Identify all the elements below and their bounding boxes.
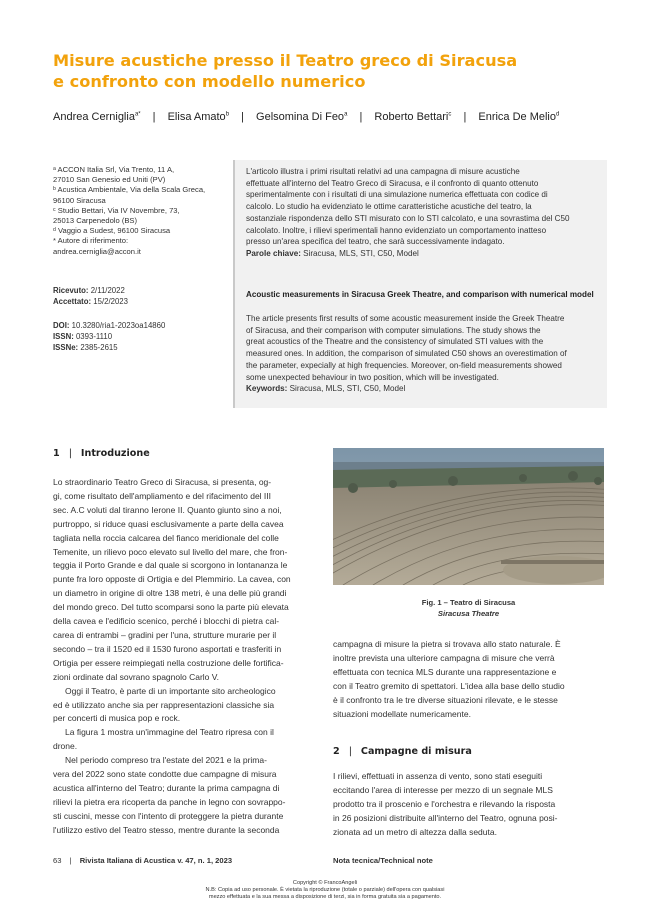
body-line: zioni ordinate dal sovrano spagnolo Carlo V. <box>53 671 220 682</box>
body-line: del mondo greco. Del tutto scomparsi sono la parte più elevata <box>53 602 289 613</box>
affiliation-line: ᶜ Studio Bettari, Via IV Novembre, 73, <box>53 205 180 215</box>
body-line: zionata ad un metro di altezza dalla seduta. <box>333 826 497 837</box>
body-line: campagna di misure la pietra si trovava allo stato naturale. È <box>333 639 561 649</box>
affiliation-line: ᵃ ACCON Italia Srl, Via Trento, 11 A, <box>53 165 175 174</box>
body-line: eccitando l'area di interesse per mezzo di un segnale MLS <box>333 784 553 795</box>
received-date: 2/11/2022 <box>90 286 125 295</box>
body-line: prodotto tra il proscenio e l'orchestra e rilevando la risposta <box>333 798 556 809</box>
issne-label: ISSNe: <box>53 343 79 352</box>
affiliation-line: * Autore di riferimento: <box>53 236 129 246</box>
author-name: Enrica De Melio <box>478 111 556 123</box>
page-footer-left <box>53 856 232 865</box>
abstract-line: L'articolo illustra i primi risultati relativi ad una campagna di misure acustiche <box>246 167 520 176</box>
section-heading-introduction <box>53 448 150 459</box>
body-line: situazioni modellate numericamente. <box>333 708 471 719</box>
accepted-date: 15/2/2023 <box>93 297 128 306</box>
author-name: Andrea Cerniglia <box>53 111 135 123</box>
body-line: l'utilizzo estivo del Teatro stesso, mentre durante la seconda <box>53 824 280 835</box>
body-line: purtroppo, si riduce quasi esclusivamente a parte della cavea <box>53 518 284 529</box>
title-line-2: e confronto con modello numerico <box>53 72 366 91</box>
body-line: sec. A.C voluti dal tiranno Ierone II. Quanto giunto sino a noi, <box>53 504 282 515</box>
body-line: gi, come risultato dell'ampliamento e del rifacimento del III <box>53 490 272 501</box>
body-line: vera del 2022 sono state condotte due campagne di misura <box>53 769 277 780</box>
affiliation-line: 27010 San Genesio ed Uniti (PV) <box>53 175 166 185</box>
theatre-photo-drawing <box>333 448 604 585</box>
figure-caption <box>333 598 604 619</box>
author-list <box>53 111 613 123</box>
affiliation-line: ᵈ Vaggio a Sudest, 96100 Siracusa <box>53 226 171 236</box>
abstract-line: the parameter, expecially at high frequencies. Moreover, on-field measurements showed <box>246 360 562 370</box>
body-line: Lo straordinario Teatro Greco di Siracusa, si presenta, og- <box>53 477 272 487</box>
abstract-line: sperimentalmente con i risultati di una simulazione numerica effettuata con codice di <box>246 190 548 200</box>
doi-value: 10.3280/ria1-2023oa14860 <box>71 321 166 330</box>
received-label: Ricevuto: <box>53 286 89 295</box>
keywords-label: Parole chiave: <box>246 248 301 258</box>
abstract-english-title: Acoustic measurements in Siracusa Greek Theatre, and comparison with numerical model <box>246 290 594 299</box>
article-identifiers <box>53 320 225 353</box>
author-affil-mark: a* <box>134 111 141 118</box>
affiliation-line: 96100 Siracusa <box>53 195 106 205</box>
author-separator: | <box>359 111 363 123</box>
body-line: in 26 posizioni distribuite all'interno del Teatro, ognuna posi- <box>333 812 558 823</box>
article-dates <box>53 285 225 307</box>
body-line: Ortigia per essere reimpiegati nella costruzione delle fortifica- <box>53 657 284 668</box>
author-separator: | <box>463 111 467 123</box>
abstract-line: effettuate all'interno del Teatro Greco di Siracusa, e il confronto di quanto ottenuto <box>246 178 539 188</box>
abstract-line: calcolato. Inoltre, i rilievi sperimentali hanno evidenziato un comportamento inatteso <box>246 225 547 235</box>
body-line: un diametro in origine di oltre 138 metri, è una delle più grandi <box>53 588 287 599</box>
abstract-english <box>246 313 596 395</box>
article-title <box>53 50 573 92</box>
footer-separator: | <box>69 856 72 865</box>
accepted-label: Accettato: <box>53 297 92 306</box>
abstract-italian <box>246 166 596 260</box>
body-line: della cavea e l'edificio scenico, perché i blocchi di pietra cal- <box>53 616 280 627</box>
keywords-italian <box>246 248 596 260</box>
body-line: rilievi la pietra era ricoperta da panche in legno con sovrappo- <box>53 796 286 807</box>
abstract-line: sostanziale rispondenza dello STI misurato con lo STI calcolato, e una sovrastima del C50 <box>246 213 570 223</box>
affiliation-line: andrea.cerniglia@accon.it <box>53 246 141 256</box>
body-line: carea di entrambi – gradini per l'una, strutture murarie per il <box>53 629 277 640</box>
abstract-line: some unexpected behaviour in two position, which will be investigated. <box>246 372 499 382</box>
issn-value: 0393-1110 <box>75 332 113 341</box>
body-line: con il Teatro gremito di spettatori. L'idea alla base dello studio <box>333 680 565 691</box>
author-separator: | <box>152 111 156 123</box>
body-line: tagliata nella roccia calcarea del fianco meridionale del colle <box>53 532 279 543</box>
title-line-1: Misure acustiche presso il Teatro greco di Siracusa <box>53 51 518 70</box>
section-number: 2 <box>333 746 340 757</box>
abstract-line: great acoustics of the Theatre and the consistency of simulated STI values with the <box>246 337 544 347</box>
section-number: 1 <box>53 448 60 459</box>
affiliation-line: 25013 Carpenedolo (BS) <box>53 216 138 226</box>
body-line: per concerti di musica pop e rock. <box>53 713 181 724</box>
section-separator: | <box>68 448 72 459</box>
copyright-line: N.B: Copia ad uso personale. È vietata la riproduzione (totale o parziale) dell'opera con qualsiasi <box>205 887 445 894</box>
section-title: Campagne di misura <box>360 746 472 757</box>
page-footer-section: Nota tecnica/Technical note <box>333 856 433 865</box>
issne-value: 2385-2615 <box>80 343 118 352</box>
section-heading-campagne <box>333 746 472 757</box>
body-line: punte fra loro opposte di Ortigia e del Plemmirio. La cavea, con <box>53 574 291 585</box>
body-line: Nel periodo compreso tra l'estate del 2021 e la prima- <box>65 755 267 766</box>
abstract-line: The article presents first results of some acoustic measurement inside the Greek Theatre <box>246 314 565 323</box>
body-line: è il confronto tra le tre diverse situazioni rilevate, e le stesse <box>333 694 558 705</box>
theatre-photo <box>333 448 604 585</box>
author-name: Elisa Amato <box>167 111 226 123</box>
author-affil-mark: b <box>225 111 230 118</box>
figure-caption-english: Siracusa Theatre <box>437 608 500 618</box>
author-affil-mark: d <box>556 111 560 118</box>
body-line: secondo – tra il 1520 ed il 1530 furono asportati e trasferiti in <box>53 643 282 654</box>
section-separator: | <box>348 746 352 757</box>
author-affil-mark: c <box>448 111 452 118</box>
keywords-english <box>246 383 596 395</box>
abstract-line: calcolo. Lo studio ha evidenziato le ottime caratteristiche acustiche del teatro, la <box>246 202 532 212</box>
journal-name: Rivista Italiana di Acustica v. 47, n. 1, 2023 <box>79 856 233 865</box>
keywords-value: Siracusa, MLS, STI, C50, Model <box>289 384 406 394</box>
author-name: Gelsomina Di Feo <box>256 111 345 123</box>
body-line: effettuata con tecnica MLS durante una rappresentazione e <box>333 666 557 677</box>
keywords-label: Keywords: <box>246 384 288 394</box>
author-affil-mark: a <box>344 111 348 118</box>
abstract-line: presso un'area specifica del teatro, che sarà successivamente indagato. <box>246 237 505 247</box>
doi-label: DOI: <box>53 321 70 330</box>
body-line: inoltre prevista una ulteriore campagna di misure che verrà <box>333 652 555 663</box>
body-line: teggia il Porto Grande e dal quale si scorgono in lontananza le <box>53 560 288 571</box>
copyright-line: mezzo effettuata e la sua messa a disposizione di terzi, sia in forma gratuita sia a pagamento. <box>208 894 442 901</box>
affiliation-line: ᵇ Acustica Ambientale, Via della Scala Greca, <box>53 185 206 195</box>
abstract-line: measured ones. In addition, the comparison of simulated C50 shows an overestimation of <box>246 349 567 359</box>
body-line: ed è utilizzato anche sia per rappresentazioni classiche sia <box>53 699 275 710</box>
body-line: sti cuscini, messe con l'intento di proteggere la pietra durante <box>53 810 284 821</box>
body-line: Oggi il Teatro, è parte di un importante sito archeologico <box>65 685 276 696</box>
col2-body-b <box>333 770 604 840</box>
page-number: 63 <box>53 856 62 865</box>
col2-body-a <box>333 638 604 721</box>
author-name: Roberto Bettari <box>374 111 449 123</box>
author-separator: | <box>241 111 244 123</box>
body-line: Temenite, un rilievo poco elevato sul livello del mare, che fron- <box>53 546 288 557</box>
body-line: I rilievi, effettuati in assenza di vento, sono stati eseguiti <box>333 771 543 781</box>
body-line: acustica all'interno del Teatro; durante la prima campagna di <box>53 782 280 793</box>
issn-label: ISSN: <box>53 332 74 341</box>
figure-label: Fig. 1 – Teatro di Siracusa <box>421 598 516 607</box>
abstract-line: of Siracusa, and their comparison with computer simulations. The study shows the <box>246 325 541 335</box>
affiliations <box>53 165 225 257</box>
copyright-notice <box>130 880 520 902</box>
body-line: La figura 1 mostra un'immagine del Teatro ripresa con il <box>65 727 274 738</box>
body-line: drone. <box>53 741 78 752</box>
copyright-line: Copyright © FrancoAngeli <box>292 880 358 886</box>
keywords-value: Siracusa, MLS, STI, C50, Model <box>303 248 419 258</box>
intro-body <box>53 476 317 838</box>
section-title: Introduzione <box>80 448 150 459</box>
